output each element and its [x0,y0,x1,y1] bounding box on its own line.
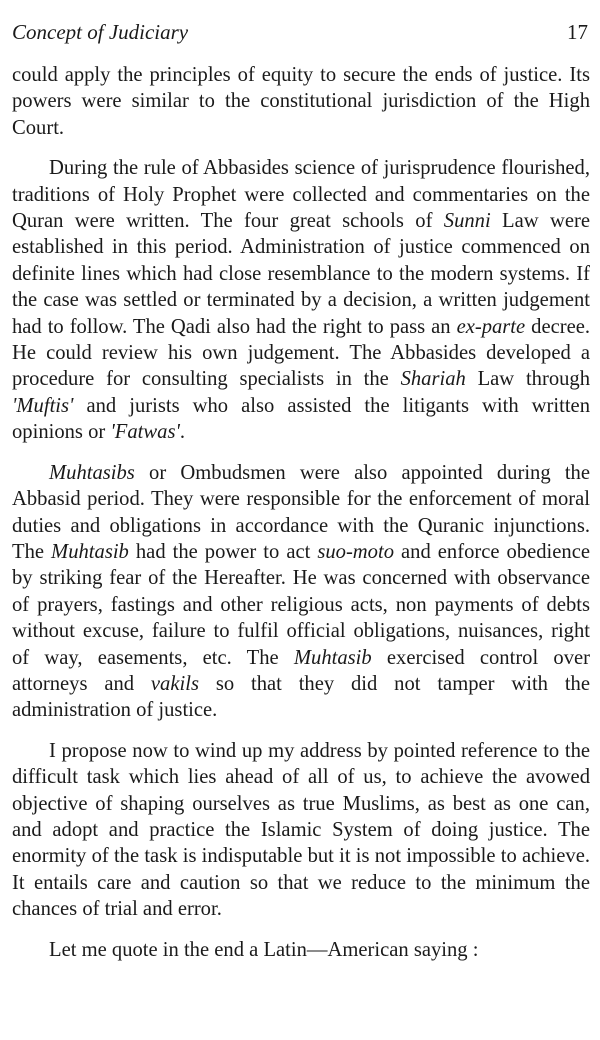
text-run: I propose now to wind up my address by pointed reference to the difficult task which lies ahead of all of us, to achieve the avowed objective of shaping ourselves as true Muslims, as best as one can, and adopt and practice the Islamic System of doing justice. The enormity of the task is indisputable but it is not impossible to achieve. It entails care and caution so that we reduce to the minimum the chances of trial and error. [12,739,590,921]
paragraph [12,738,590,923]
text-run: Law were established in this period. Administration of justice commenced on definite lines which had close resemblance to the modern systems. If the case was settled or terminated by a decision, a written judgement had to follow. The Qadi also had the right to pass an [12,210,590,338]
paragraph [12,155,590,445]
page-number: 17 [567,20,588,44]
italic-term: Muhtasibs [49,461,135,484]
paragraph [12,460,590,724]
text-run: had the power to act [128,540,318,563]
running-header [12,20,588,45]
italic-term: Muhtasib [293,646,372,669]
text-run: decree. He could review his own judgement. The Abbasides developed a procedure for consulting specialists in the [12,315,591,391]
italic-term: Muhtasib [51,540,129,563]
text-run: or Ombudsmen were also appointed during the Abbasid period. They were responsible for the enforcement of moral duties and obligations in accordance with the Quranic injunctions. The [12,461,590,563]
text-run: so that they did not tamper with the administration of justice. [12,672,590,722]
italic-term: Sunni [443,210,491,233]
text-run: During the rule of Abbasides science of jurisprudence flourished, traditions of Holy Prophet were collected and commentaries on the Quran were written. The four great schools of [12,157,590,233]
body-text [12,62,590,977]
text-run: Law through [465,368,591,391]
text-run: and enforce obedience by striking fear of the Hereafter. He was concerned with observance of prayers, fastings and other religious acts, non payments of debts without excuse, failure to fulfil official obligations, nuisances, right of way, easements, etc. The [12,540,590,669]
italic-term: 'Fatwas' [110,421,180,444]
italic-term: vakils [150,672,199,695]
paragraph [12,937,590,963]
running-title: Concept of Judiciary [12,20,189,44]
italic-term: Shariah [400,368,466,391]
text-run: Let me quote in the end a Latin—American saying : [49,938,479,961]
paragraph [12,62,590,141]
text-run: . [179,421,186,444]
text-run: and jurists who also assisted the litigants with written opinions or [12,394,590,444]
text-run: could apply the principles of equity to secure the ends of justice. Its powers were similar to the constitutional jurisdiction of the High Court. [12,64,590,139]
italic-term: suo-moto [317,540,394,563]
italic-term: 'Muftis' [12,394,74,417]
text-run: exercised control over attorneys and [12,646,590,695]
italic-term: ex-parte [456,315,526,338]
